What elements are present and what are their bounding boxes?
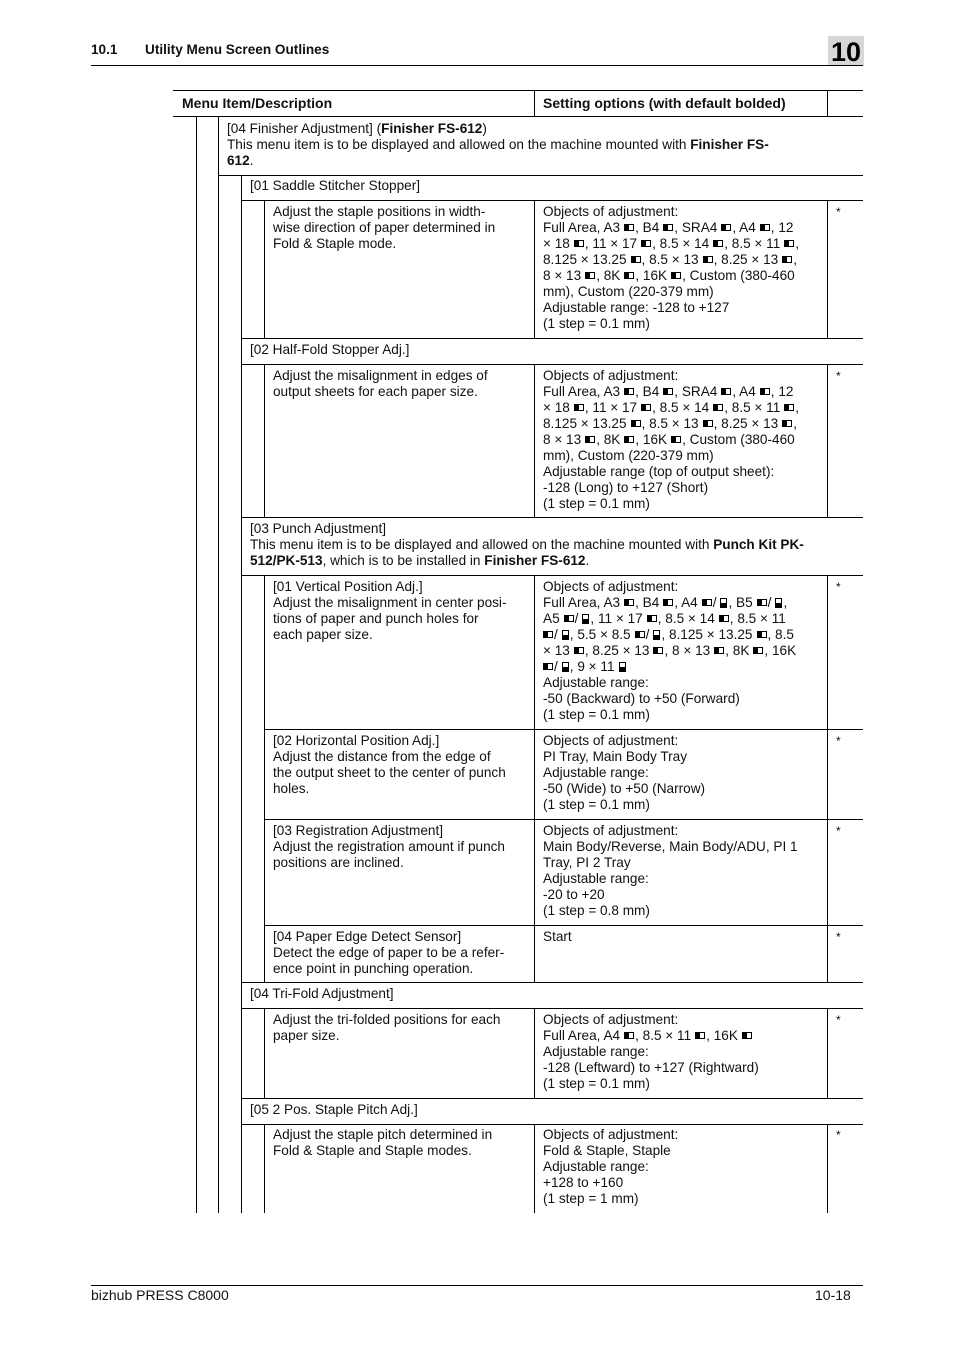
landscape-orientation-icon xyxy=(574,404,584,411)
punch-title: [03 Punch Adjustment] xyxy=(250,521,387,536)
vertical-position-options: Objects of adjustment: Full Area, A3 , B4 , A4 / , B5 / , A5 / , 11 × 17 , 8.5 × 14 , 8.5 × 11 / , 5.5 × 8.5 / , 8.125 × 13.25 , 8.5 × 13 , 8.25 × 13 , 8 × 13 , 8K , 16K / , 9 × 11 Adjustable range: -50 (Backward) to +50 (Forward) (1 step = 0.1 mm) xyxy=(543,579,797,722)
landscape-orientation-icon xyxy=(713,404,723,411)
punch-description: This menu item is to be displayed and allowed on the machine mounted with Punch Kit PK- xyxy=(250,537,804,552)
vertical-position-description: [01 Vertical Position Adj.] Adjust the misalignment in center posi- tions of paper and punch holes for each paper size. xyxy=(273,579,507,642)
saddle-title: [01 Saddle Stitcher Stopper] xyxy=(250,178,421,193)
landscape-orientation-icon xyxy=(663,388,673,395)
landscape-orientation-icon xyxy=(624,388,634,395)
landscape-orientation-icon xyxy=(784,240,794,247)
landscape-orientation-icon xyxy=(635,631,645,638)
landscape-orientation-icon xyxy=(585,272,595,279)
landscape-orientation-icon xyxy=(703,420,713,427)
trifold-description: Adjust the tri-folded positions for each paper size. xyxy=(273,1012,501,1043)
portrait-orientation-icon xyxy=(775,598,782,608)
staple-pitch-options: Objects of adjustment: Fold & Staple, Staple Adjustable range: +128 to +160 (1 step = 1 mm) xyxy=(543,1127,679,1206)
landscape-orientation-icon xyxy=(647,615,657,622)
finisher-description: This menu item is to be displayed and allowed on the machine mounted with Finisher FS- xyxy=(227,137,769,152)
column-header-menu-item: Menu Item/Description xyxy=(182,95,333,111)
indent-line-2 xyxy=(218,116,219,1213)
landscape-orientation-icon xyxy=(543,631,553,638)
saddle-mark: * xyxy=(836,205,841,219)
landscape-orientation-icon xyxy=(760,388,770,395)
landscape-orientation-icon xyxy=(721,388,731,395)
landscape-orientation-icon xyxy=(719,615,729,622)
portrait-orientation-icon xyxy=(582,614,589,624)
landscape-orientation-icon xyxy=(641,240,651,247)
landscape-orientation-icon xyxy=(760,224,770,231)
trifold-title: [04 Tri-Fold Adjustment] xyxy=(250,986,394,1001)
landscape-orientation-icon xyxy=(703,256,713,263)
landscape-orientation-icon xyxy=(631,256,641,263)
landscape-orientation-icon xyxy=(624,436,634,443)
landscape-orientation-icon xyxy=(757,599,767,606)
finisher-title: [04 Finisher Adjustment] (Finisher FS-612) xyxy=(227,121,487,136)
trifold-options: Objects of adjustment: Full Area, A4 , 8.5 × 11 , 16K Adjustable range: -128 (Leftward) to +127 (Rightward) (1 step = 0.1 mm) xyxy=(543,1012,759,1091)
staple-pitch-mark: * xyxy=(836,1128,841,1142)
footer-product: bizhub PRESS C8000 xyxy=(91,1287,229,1303)
landscape-orientation-icon xyxy=(624,224,634,231)
landscape-orientation-icon xyxy=(671,272,681,279)
landscape-orientation-icon xyxy=(663,599,673,606)
header-rule xyxy=(91,65,863,66)
landscape-orientation-icon xyxy=(624,1032,634,1039)
footer-page-number: 10-18 xyxy=(815,1287,851,1303)
landscape-orientation-icon xyxy=(585,436,595,443)
landscape-orientation-icon xyxy=(624,599,634,606)
landscape-orientation-icon xyxy=(543,663,553,670)
portrait-orientation-icon xyxy=(562,662,569,672)
landscape-orientation-icon xyxy=(624,272,634,279)
horizontal-position-mark: * xyxy=(836,734,841,748)
landscape-orientation-icon xyxy=(631,420,641,427)
punch-description-cont: 512/PK-513, which is to be installed in Finisher FS-612. xyxy=(250,553,590,568)
portrait-orientation-icon xyxy=(720,598,727,608)
landscape-orientation-icon xyxy=(713,240,723,247)
column-header-setting-options: Setting options (with default bolded) xyxy=(543,95,786,111)
landscape-orientation-icon xyxy=(653,647,663,654)
indent-line-1 xyxy=(196,116,197,1213)
landscape-orientation-icon xyxy=(574,240,584,247)
finisher-description-cont: 612. xyxy=(227,153,254,168)
portrait-orientation-icon xyxy=(653,630,660,640)
landscape-orientation-icon xyxy=(757,631,767,638)
portrait-orientation-icon xyxy=(562,630,569,640)
halffold-options: Objects of adjustment: Full Area, A3 , B4 , SRA4 , A4 , 12 × 18 , 11 × 17 , 8.5 × 14 , 8.5 × 11 , 8.125 × 13.25 , 8.5 × 13 , 8.25 × 13 , 8 × 13 , 8K , 16K , Custom (380-460 mm), Custom (220-379 mm) Adjustable range (top of output sheet): -128 (Long) to +127 (Short) (1 step = 0.1 mm) xyxy=(543,368,800,511)
table-header-rule xyxy=(173,116,863,117)
landscape-orientation-icon xyxy=(784,404,794,411)
indent-line-3 xyxy=(241,175,242,1213)
landscape-orientation-icon xyxy=(663,224,673,231)
landscape-orientation-icon xyxy=(782,256,792,263)
landscape-orientation-icon xyxy=(641,404,651,411)
footer-rule xyxy=(91,1285,863,1286)
landscape-orientation-icon xyxy=(714,647,724,654)
landscape-orientation-icon xyxy=(671,436,681,443)
saddle-options: Objects of adjustment: Full Area, A3 , B4 , SRA4 , A4 , 12 × 18 , 11 × 17 , 8.5 × 14 , 8.5 × 11 , 8.125 × 13.25 , 8.5 × 13 , 8.25 × 13 , 8 × 13 , 8K , 16K , Custom (380-460 mm), Custom (220-379 mm) Adjustable range: -128 to +127 (1 step = 0.1 mm) xyxy=(543,204,800,331)
portrait-orientation-icon xyxy=(619,662,626,672)
staple-pitch-description: Adjust the staple pitch determined in Fold & Staple and Staple modes. xyxy=(273,1127,493,1158)
landscape-orientation-icon xyxy=(782,420,792,427)
landscape-orientation-icon xyxy=(564,615,574,622)
edge-sensor-mark: * xyxy=(836,930,841,944)
landscape-orientation-icon xyxy=(702,599,712,606)
halffold-title: [02 Half-Fold Stopper Adj.] xyxy=(250,342,410,357)
edge-sensor-description: [04 Paper Edge Detect Sensor] Detect the edge of paper to be a refer- ence point in punching operation. xyxy=(273,929,505,976)
staple-pitch-title: [05 2 Pos. Staple Pitch Adj.] xyxy=(250,1102,418,1117)
saddle-description: Adjust the staple positions in width- wise direction of paper determined in Fold & Staple mode. xyxy=(273,204,496,251)
registration-description: [03 Registration Adjustment] Adjust the registration amount if punch positions are inclined. xyxy=(273,823,505,870)
landscape-orientation-icon xyxy=(742,1032,752,1039)
edge-sensor-options: Start xyxy=(543,929,572,944)
section-title: Utility Menu Screen Outlines xyxy=(145,42,330,57)
section-number: 10.1 xyxy=(91,42,118,57)
landscape-orientation-icon xyxy=(695,1032,705,1039)
trifold-mark: * xyxy=(836,1013,841,1027)
vertical-position-mark: * xyxy=(836,580,841,594)
horizontal-position-description: [02 Horizontal Position Adj.] Adjust the distance from the edge of the output sheet to the center of punch holes. xyxy=(273,733,506,796)
landscape-orientation-icon xyxy=(721,224,731,231)
landscape-orientation-icon xyxy=(753,647,763,654)
horizontal-position-options: Objects of adjustment: PI Tray, Main Body Tray Adjustable range: -50 (Wide) to +50 (Narrow) (1 step = 0.1 mm) xyxy=(543,733,706,812)
table-top-rule xyxy=(173,90,863,91)
halffold-mark: * xyxy=(836,369,841,383)
chapter-number: 10 xyxy=(828,36,864,66)
halffold-description: Adjust the misalignment in edges of output sheets for each paper size. xyxy=(273,368,488,399)
landscape-orientation-icon xyxy=(574,647,584,654)
registration-mark: * xyxy=(836,824,841,838)
registration-options: Objects of adjustment: Main Body/Reverse, Main Body/ADU, PI 1 Tray, PI 2 Tray Adjustable range: -20 to +20 (1 step = 0.8 mm) xyxy=(543,823,798,918)
